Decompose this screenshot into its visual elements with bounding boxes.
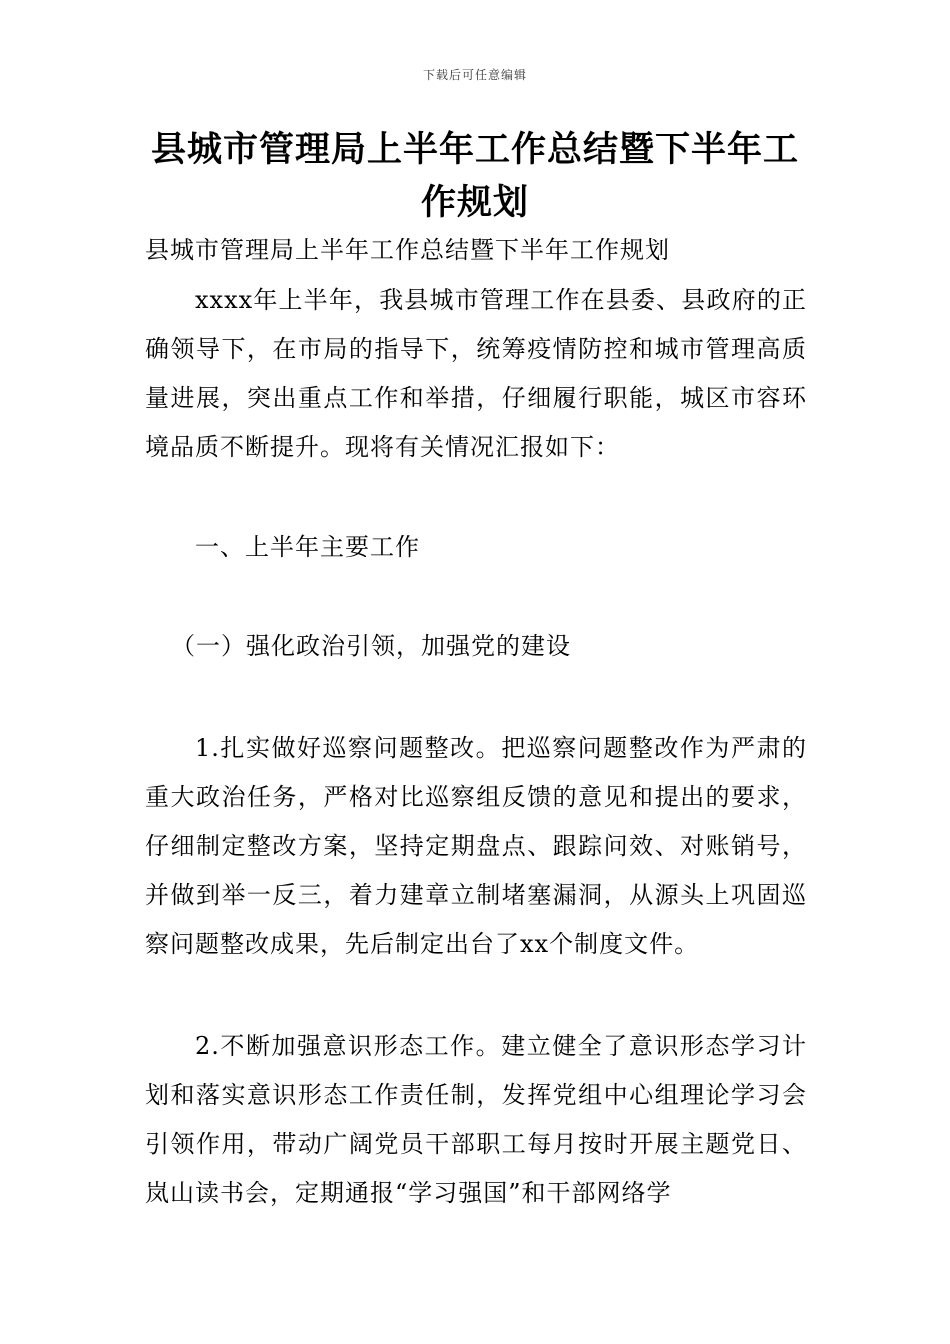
document-title: 县城市管理局上半年工作总结暨下半年工作规划 [150, 130, 799, 223]
page-header-note: 下载后可任意编辑 [422, 68, 527, 82]
section-heading-1: 一、上半年主要工作 [195, 533, 420, 561]
paragraph-item-2: 2.不断加强意识形态工作。建立健全了意识形态学习计划和落实意识形态工作责任制，发挥党组中心组理论学习会引领作用，带动广阔党员干部职工每月按时开展主题党日、岚山读书会，定期通报“学习强国”和干部网络学 [145, 1032, 807, 1207]
subsection-heading-1: （一）强化政治引领，加强党的建设 [171, 632, 571, 660]
paragraph-item-1: 1.扎实做好巡察问题整改。把巡察问题整改作为严肃的重大政治任务，严格对比巡察组反馈的意见和提出的要求，仔细制定整改方案，坚持定期盘点、跟踪问效、对账销号，并做到举一反三，着力建章立制堵塞漏洞，从源头上巩固巡察问题整改成果，先后制定出台了xx个制度文件。 [145, 734, 807, 958]
document-subtitle: 县城市管理局上半年工作总结暨下半年工作规划 [145, 236, 670, 264]
intro-paragraph: xxxx年上半年，我县城市管理工作在县委、县政府的正确领导下，在市局的指导下，统筹疫情防控和城市管理高质量进展，突出重点工作和举措，仔细履行职能，城区市容环境品质不断提升。现将有关情况汇报如下： [145, 286, 807, 461]
